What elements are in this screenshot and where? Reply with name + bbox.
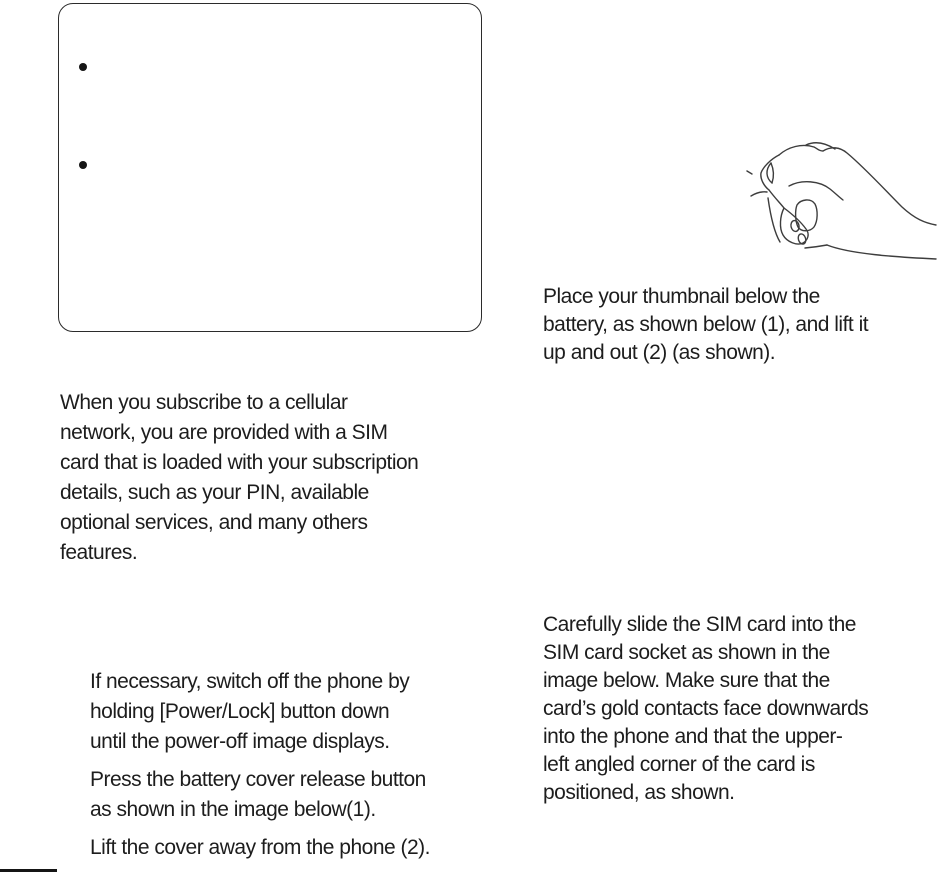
text-line: SIM card socket as shown in the (543, 641, 830, 664)
battery-cover-release-step-text (90, 765, 426, 825)
text-line: as shown in the image below(1). (90, 798, 376, 821)
bullet-icon (79, 161, 87, 169)
power-off-step-text (90, 667, 409, 757)
note-box (58, 3, 482, 332)
sim-insert-instruction-text (543, 611, 868, 807)
thumbnail-instruction-text (543, 283, 868, 367)
text-line: features. (60, 541, 138, 564)
text-line: left angled corner of the card is (543, 753, 815, 776)
text-line: Press the battery cover release button (90, 768, 426, 791)
hand-lifting-battery-illustration (740, 128, 937, 263)
text-line: until the power-off image displays. (90, 730, 390, 753)
text-line: optional services, and many others (60, 511, 368, 534)
page-footer-tab (0, 869, 57, 872)
sim-intro-text (60, 388, 418, 568)
text-line: If necessary, switch off the phone by (90, 670, 410, 693)
text-line: image below. Make sure that the (543, 669, 830, 692)
text-line: battery, as shown below (1), and lift it (543, 313, 869, 336)
text-line: card’s gold contacts face downwards (543, 697, 869, 720)
text-line: card that is loaded with your subscription (60, 451, 419, 474)
text-line: holding [Power/Lock] button down (90, 700, 390, 723)
text-line: Carefully slide the SIM card into the (543, 613, 856, 636)
text-line: details, such as your PIN, available (60, 481, 369, 504)
text-line: network, you are provided with a SIM (60, 421, 388, 444)
text-line: positioned, as shown. (543, 781, 735, 804)
bullet-icon (79, 63, 87, 71)
text-line: Place your thumbnail below the (543, 285, 820, 308)
text-line: into the phone and that the upper- (543, 725, 843, 748)
text-line: Lift the cover away from the phone (2). (90, 836, 431, 859)
text-line: When you subscribe to a cellular (60, 391, 348, 414)
hand-illustration-svg (740, 128, 937, 263)
lift-cover-step-text (90, 833, 430, 863)
text-line: up and out (2) (as shown). (543, 341, 776, 364)
